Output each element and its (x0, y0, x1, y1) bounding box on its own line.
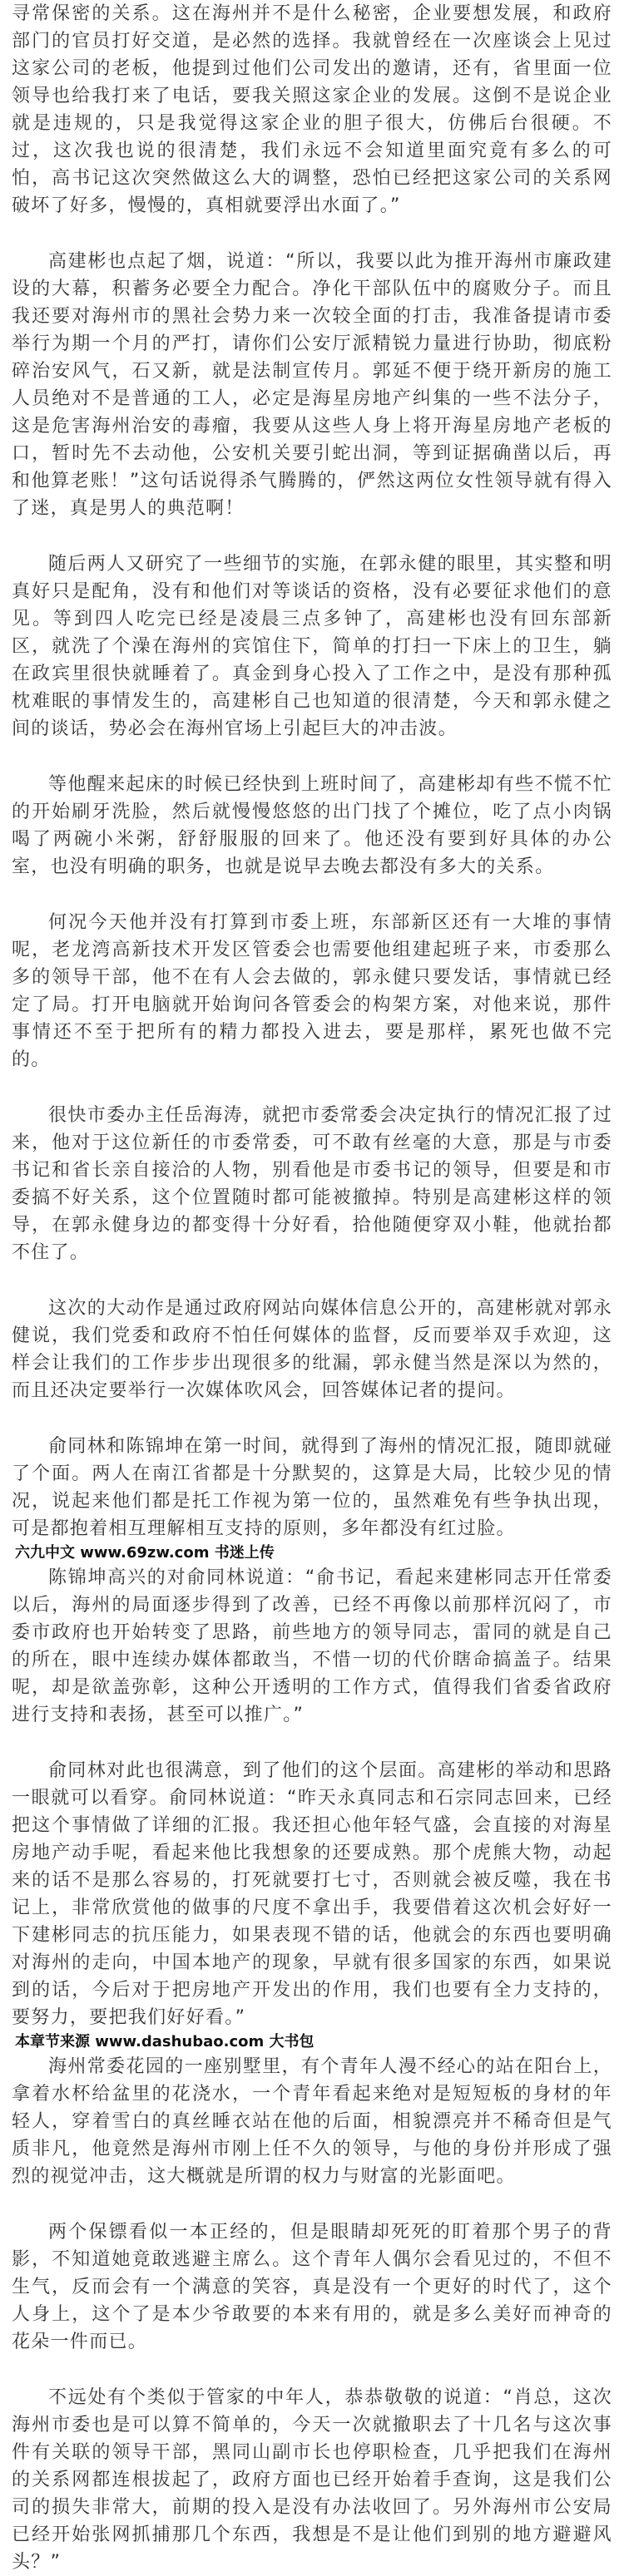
paragraph: 这次的大动作是通过政府网站向媒体信息公开的，高建彬就对郭永健说，我们党委和政府不怕任何媒体的监督，反而要举双手欢迎，这样会让我们的工作步步出现很多的纰漏，郭永健当然是深以为然的，而且还决定要举行一次媒体吹风会，回答媒体记者的提问。 (12, 1298, 612, 1401)
paragraph: 两个保镖看似一本正经的，但是眼睛却死死的盯着那个男子的背影，不知道她竟敢逃避主席么。这个青年人偶尔会看见过的，不但不生气，反而会有一个满意的笑容，真是没有一个更好的时代了，这个人身上，这个了是本少爷敢要的本来有用的，就是多么美好而神奇的花朵一件而已。 (12, 2222, 612, 2352)
paragraph: 陈锦坤高兴的对俞同林说道：“俞书记，看起来建彬同志开任常委以后，海州的局面逐步得到了改善，已经不再像以前那样沉闷了，市委市政府也开始转变了思路，前些地方的领导同志，雷同的就是自己的所在，眼中连续办媒体都敢当，不惜一切的代价瞎命搞盖子。结果呢，却是欲盖弥彰，这种公开透明的工作方式，值得我们省委省政府进行支持和表扬，甚至可以推广。” (12, 1567, 612, 1725)
paragraph: 俞同林和陈锦坤在第一时间，就得到了海州的情况汇报，随即就碰了个面。两人在南江省都是十分默契的，这算是大局，比较少见的情况，说起来他们都是托工作视为第一位的，虽然难免有些争执出现，可是都抱着相互理解相互支持的原则，多年都没有红过脸。 (12, 1436, 612, 1539)
paragraph: 等他醒来起床的时候已经快到上班时间了，高建彬却有些不慌不忙的开始刷牙洗脸，然后就慢慢悠悠的出门找了个摊位，吃了点小肉锅喝了两碗小米粥，舒舒服服的回来了。他还没有要到好具体的办公室，也没有明确的职务，也就是说早去晚去都没有多大的关系。 (12, 774, 612, 877)
paragraph: 何况今天他并没有打算到市委上班，东部新区还有一大堆的事情呢，老龙湾高新技术开发区管委会也需要他组建起班子来，市委那么多的领导干部，他不在有人会去做的，郭永健只要发话，事情就已经定了局。打开电脑就开始询问各管委会的构架方案，对他来说，那件事情还不至于把所有的精力都投入进去，要是那样，累死也做不完的。 (12, 912, 612, 1070)
source-watermark: 本章节来源 www.dashubao.com 大书包 (15, 2033, 314, 2050)
paragraph: 俞同林对此也很满意，到了他们的这个层面。高建彬的举动和思路一眼就可以看穿。俞同林说道：“昨天永真同志和石宗同志回来，已经把这个事情做了详细的汇报。我还担心他年轻气盛，会直接的对海星房地产动手呢，看起来他比我想象的还要成熟。那个虎熊大物，动起来的话不是那么容易的，打死就要打七寸，否则就会被反噬，我在书记上，非常欣赏他的做事的尺度不拿出手，我要借着这次机会好好一下建彬同志的抗压能力，如果表现不错的话，他就会的东西也要明确对海州的走向，中国本地产的现象，早就有很多国家的东西，如果说到的话，今后对于把房地产开发出的作用，我们也要有全力支持的，要努力，要把我们好好看。” (12, 1760, 612, 2028)
paragraph: 不远处有个类似于管家的中年人，恭恭敬敬的说道：“肖总，这次海州市委也是可以算不简单的，今天一次就撤职去了十几名与这次事件有关联的领导干部，黑同山副市长也停职检查，几乎把我们在海州的关系网都连根拔起了，政府方面也已经开始着手查询，这是我们公司的损失非常大，前期的投入是没有办法收回了。另外海州市公安局已经开始张网抓捕那几个东西，我想是不是让他们到别的地方避避风头？” (12, 2387, 612, 2573)
paragraph: 很快市委办主任岳海涛，就把市委常委会决定执行的情况汇报了过来，他对于这位新任的市委常委，可不敢有丝毫的大意，那是与市委书记和省长亲自接洽的人物，别看他是市委书记的领导，但要是和市委搞不好关系，这个位置随时都可能被撤掉。特别是高建彬这样的领导，在郭永健身边的都变得十分好看，拾他随便穿双小鞋，他就抬都不住了。 (12, 1105, 612, 1263)
source-watermark: 六九中文 www.69zw.com 书迷上传 (15, 1544, 275, 1562)
paragraph: 随后两人又研究了一些细节的实施，在郭永健的眼里，其实整和明真好只是配角，没有和他们对等谈话的资格，没有必要征求他们的意见。等到四人吃完已经是凌晨三点多钟了，高建彬也没有回东部新区，就洗了个澡在海州的宾馆住下，简单的打扫一下床上的卫生，躺在政宾里很快就睡着了。真金到身心投入了工作之中，是没有那种孤枕难眠的事情发生的，高建彬自己也知道的很清楚，今天和郭永健之间的谈话，势必会在海州官场上引起巨大的冲击波。 (12, 554, 612, 739)
paragraph: 寻常保密的关系。这在海州并不是什么秘密，企业要想发展，和政府部门的官员打好交道，是必然的选择。我就曾经在一次座谈会上见过这家公司的老板，他提到过他们公司发出的邀请，还有，省里面一位领导也给我打来了电话，要我关照这家企业的发展。这倒不是说企业就是违规的，只是我觉得这家企业的胆子很大，仿佛后台很硬。不过，这次我也说的很清楚，我们永远不会知道里面究竟有多么的可怕，高书记这次突然做这么大的调整，恐怕已经把这家公司的关系网破坏了好多，慢慢的，真相就要浮出水面了。” (12, 3, 612, 216)
paragraph: 海州常委花园的一座别墅里，有个青年人漫不经心的站在阳台上，拿着水杯给盆里的花浇水，一个青年看起来绝对是短短板的身材的年轻人，穿着雪白的真丝睡衣站在他的后面，相貌漂亮并不稀奇但是气质非凡，他竟然是海州市刚上任不久的领导，与他的身份并形成了强烈的视觉冲击，这大概就是所谓的权力与财富的光影面吧。 (12, 2056, 612, 2187)
paragraph: 高建彬也点起了烟，说道：“所以，我要以此为推开海州市廉政建设的大幕，积蓄务必要全力配合。净化干部队伍中的腐败分子。而且我还要对海州市的黑社会势力来一次较全面的打击，我准备提请市委举行为期一个月的严打，请你们公安厅派精锐力量进行协助，彻底粉碎治安风气，石又新，就是法制宣传月。郭延不便于绕开新房的施工人员绝对不是普通的工人，必定是海星房地产纠集的一些不法分子，这是危害海州治安的毒瘤，我要从这些人身上将开海星房地产老板的口，暂时先不去动他，公安机关要引蛇出洞，等到证据确凿以后，再和他算老账！”这句话说得杀气腾腾的，俨然这两位女性领导就有得入了迷，真是男人的典范啊！ (12, 251, 612, 519)
